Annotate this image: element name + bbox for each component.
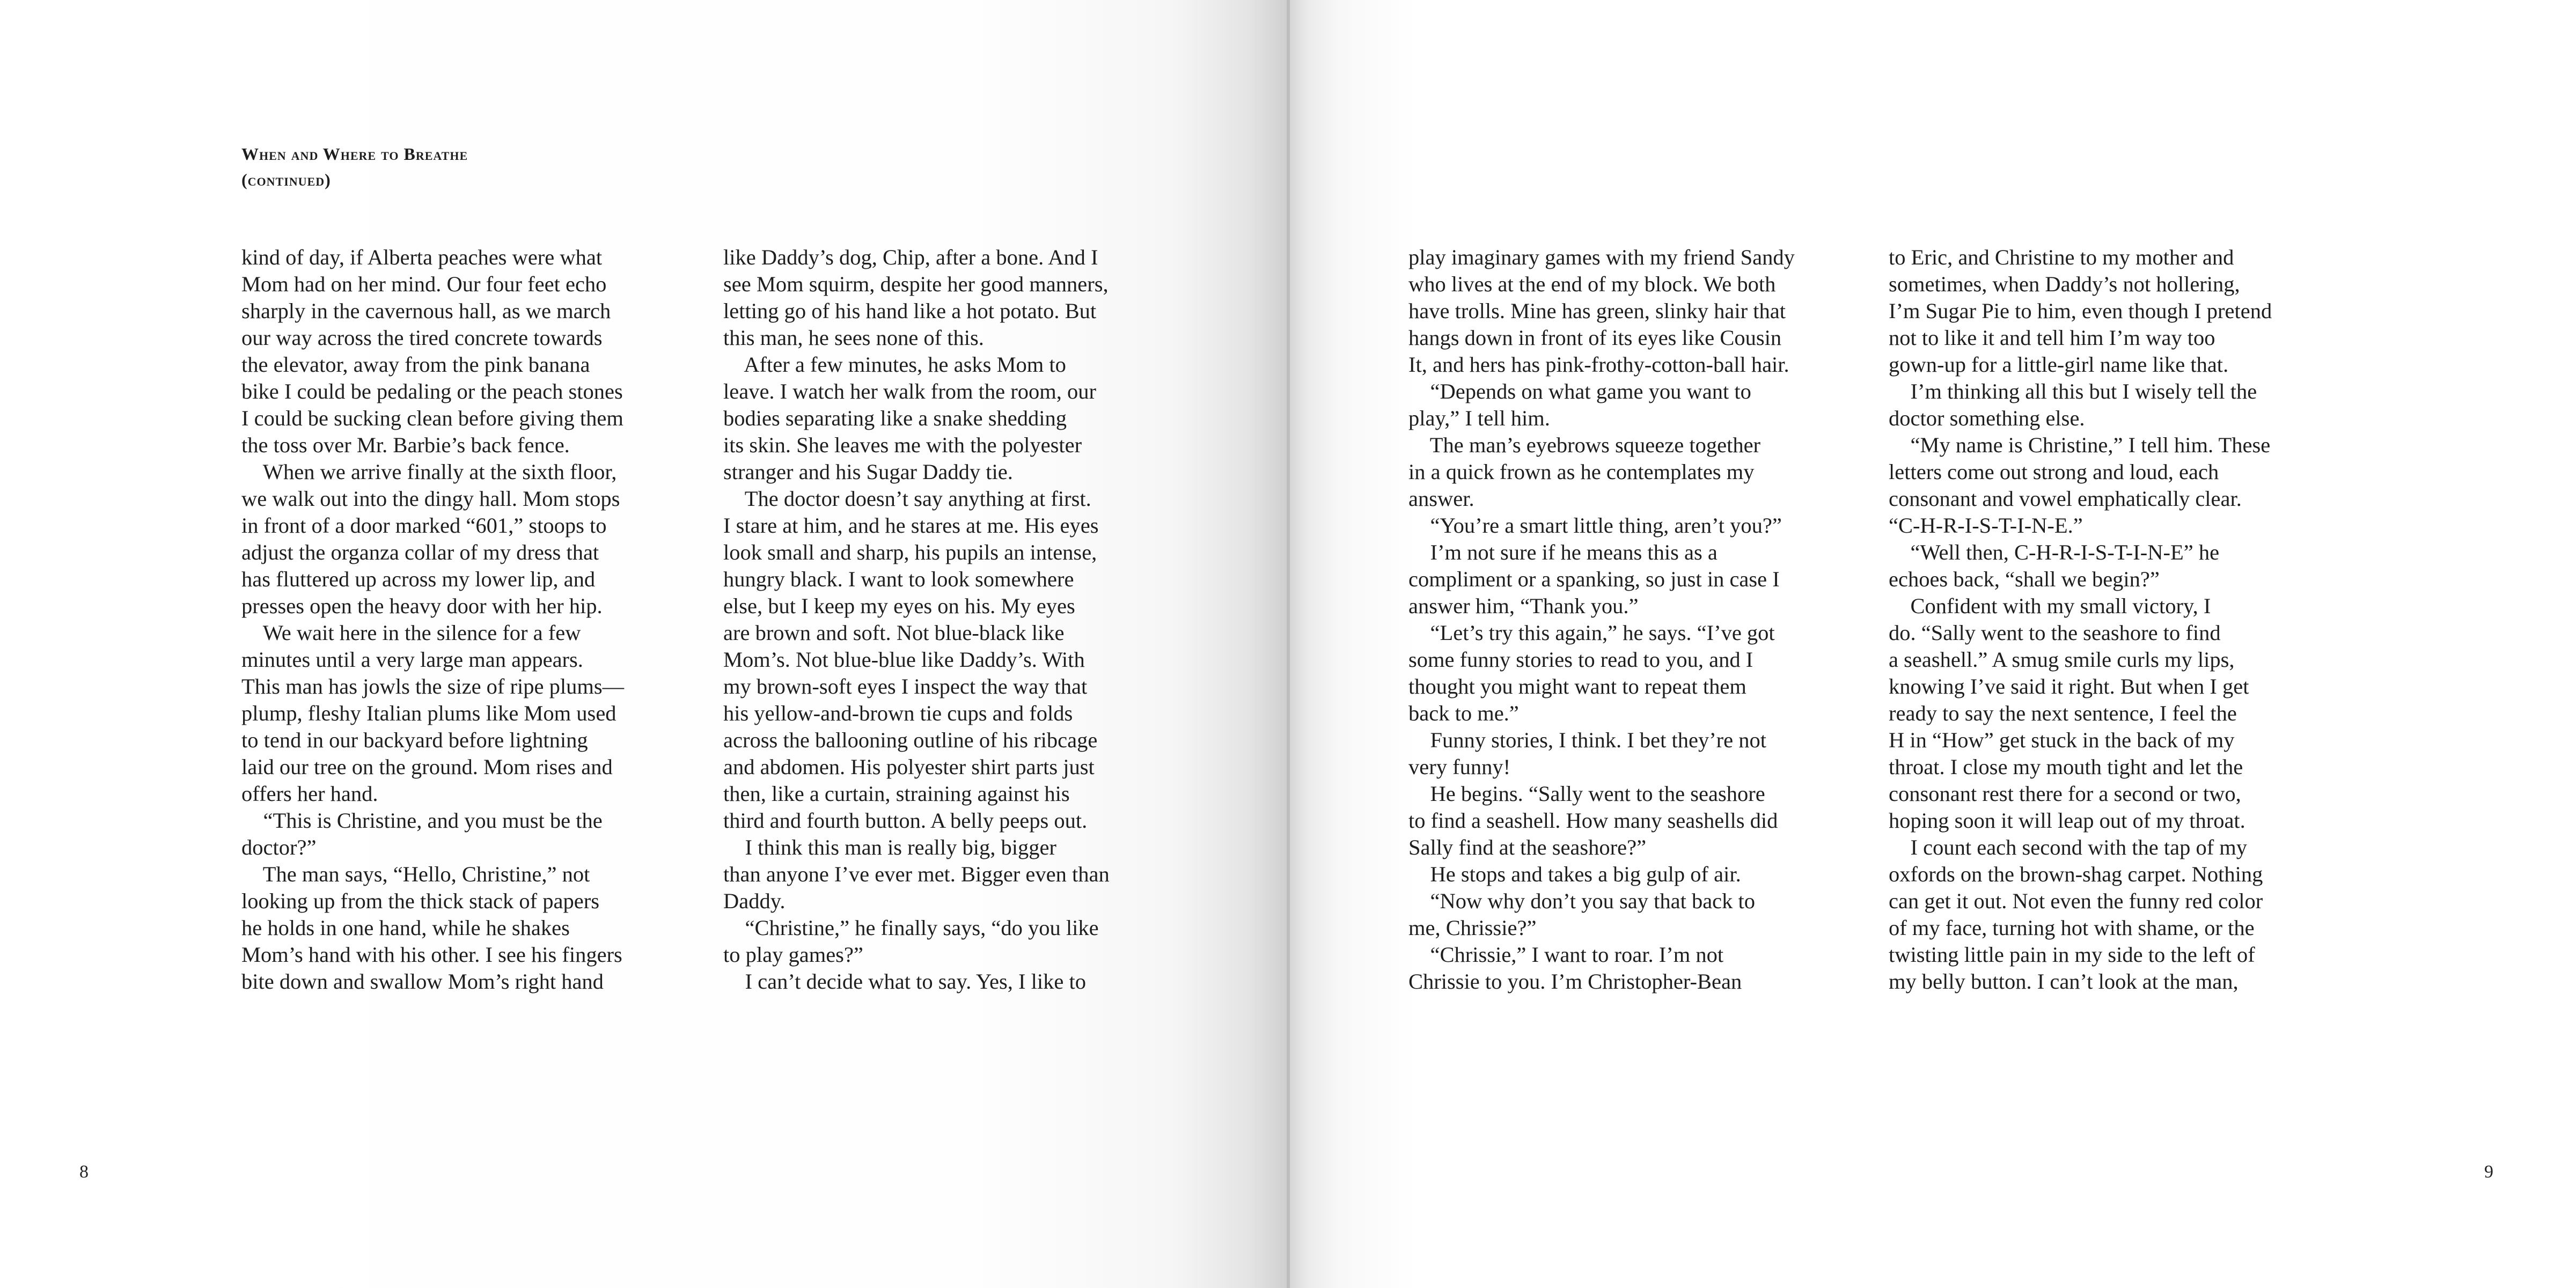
- text-line: We wait here in the silence for a few: [241, 621, 581, 645]
- text-line: play imaginary games with my friend Sandy: [1408, 245, 1795, 269]
- running-head-title: When and Where to Breathe: [241, 144, 468, 164]
- text-line: consonant and vowel emphatically clear.: [1889, 487, 2242, 511]
- text-line: “This is Christine, and you must be the: [241, 808, 603, 833]
- text-line: answer him, “Thank you.”: [1408, 594, 1639, 618]
- text-line: else, but I keep my eyes on his. My eyes: [723, 594, 1075, 618]
- text-line: in a quick frown as he contemplates my: [1408, 460, 1755, 484]
- text-line: look small and sharp, his pupils an intense,: [723, 540, 1097, 564]
- text-line: hoping soon it will leap out of my throat.: [1889, 808, 2245, 833]
- text-line: Chrissie to you. I’m Christopher-Bean: [1408, 969, 1742, 993]
- page-number-right: 9: [2484, 1162, 2493, 1182]
- text-line: me, Chrissie?”: [1408, 916, 1537, 940]
- right-page-column-1: [1408, 244, 1854, 995]
- text-line: his yellow-and-brown tie cups and folds: [723, 701, 1073, 725]
- text-line: I can’t decide what to say. Yes, I like to: [723, 969, 1086, 993]
- text-line: doctor something else.: [1889, 406, 2085, 430]
- text-line: hangs down in front of its eyes like Cousin: [1408, 326, 1782, 350]
- text-line: I think this man is really big, bigger: [723, 835, 1056, 859]
- text-line: Confident with my small victory, I: [1889, 594, 2211, 618]
- text-line: stranger and his Sugar Daddy tie.: [723, 460, 1013, 484]
- text-line: in front of a door marked “601,” stoops to: [241, 513, 607, 538]
- text-line: “C-H-R-I-S-T-I-N-E.”: [1889, 513, 2083, 538]
- text-line: he holds in one hand, while he shakes: [241, 916, 570, 940]
- text-line: bite down and swallow Mom’s right hand: [241, 969, 604, 993]
- text-line: answer.: [1408, 487, 1474, 511]
- text-line: It, and hers has pink-frothy-cotton-ball hair.: [1408, 352, 1789, 377]
- text-line: When we arrive finally at the sixth floor,: [241, 460, 617, 484]
- text-line: leave. I watch her walk from the room, our: [723, 379, 1096, 403]
- text-line: letting go of his hand like a hot potato. But: [723, 299, 1097, 323]
- text-line: “Well then, C-H-R-I-S-T-I-N-E” he: [1889, 540, 2220, 564]
- text-line: echoes back, “shall we begin?”: [1889, 567, 2160, 591]
- text-line: we walk out into the dingy hall. Mom stops: [241, 487, 620, 511]
- text-line: my brown-soft eyes I inspect the way that: [723, 674, 1088, 698]
- text-line: After a few minutes, he asks Mom to: [723, 352, 1066, 377]
- text-line: He stops and takes a big gulp of air.: [1408, 862, 1741, 886]
- text-line: play,” I tell him.: [1408, 406, 1550, 430]
- text-line: Mom had on her mind. Our four feet echo: [241, 272, 607, 296]
- text-line: ready to say the next sentence, I feel the: [1889, 701, 2237, 725]
- text-line: bike I could be pedaling or the peach stones: [241, 379, 623, 403]
- text-line: “Christine,” he finally says, “do you like: [723, 916, 1099, 940]
- left-page-column-2: [723, 244, 1169, 995]
- text-line: to play games?”: [723, 943, 863, 967]
- text-line: I stare at him, and he stares at me. His eyes: [723, 513, 1099, 538]
- right-page-column-2: [1889, 244, 2334, 995]
- text-line: I’m Sugar Pie to him, even though I pretend: [1889, 299, 2272, 323]
- text-line: the toss over Mr. Barbie’s back fence.: [241, 433, 570, 457]
- text-line: presses open the heavy door with her hip.: [241, 594, 603, 618]
- text-line: of my face, turning hot with shame, or the: [1889, 916, 2255, 940]
- text-line: sometimes, when Daddy’s not hollering,: [1889, 272, 2240, 296]
- text-line: I’m not sure if he means this as a: [1408, 540, 1718, 564]
- text-line: adjust the organza collar of my dress that: [241, 540, 599, 564]
- text-line: knowing I’ve said it right. But when I get: [1889, 674, 2249, 698]
- text-line: have trolls. Mine has green, slinky hair that: [1408, 299, 1786, 323]
- running-head: [241, 141, 724, 193]
- text-line: “My name is Christine,” I tell him. These: [1889, 433, 2271, 457]
- text-line: I could be sucking clean before giving them: [241, 406, 623, 430]
- text-line: than anyone I’ve ever met. Bigger even than: [723, 862, 1110, 886]
- text-line: our way across the tired concrete towards: [241, 326, 603, 350]
- text-line: twisting little pain in my side to the left of: [1889, 943, 2255, 967]
- text-line: offers her hand.: [241, 782, 378, 806]
- text-line: across the ballooning outline of his ribcage: [723, 728, 1098, 752]
- text-line: Mom’s. Not blue-blue like Daddy’s. With: [723, 647, 1085, 672]
- text-line: to tend in our backyard before lightning: [241, 728, 588, 752]
- text-line: “Chrissie,” I want to roar. I’m not: [1408, 943, 1724, 967]
- left-page-column-1: [241, 244, 687, 995]
- text-line: “Now why don’t you say that back to: [1408, 889, 1756, 913]
- text-line: kind of day, if Alberta peaches were what: [241, 245, 603, 269]
- text-line: Sally find at the seashore?”: [1408, 835, 1647, 859]
- text-line: plump, fleshy Italian plums like Mom used: [241, 701, 617, 725]
- text-line: throat. I close my mouth tight and let the: [1889, 755, 2243, 779]
- text-line: looking up from the thick stack of papers: [241, 889, 599, 913]
- text-line: Mom’s hand with his other. I see his fingers: [241, 943, 622, 967]
- text-line: doctor?”: [241, 835, 317, 859]
- book-gutter: [1287, 0, 1290, 1288]
- text-line: has fluttered up across my lower lip, and: [241, 567, 596, 591]
- text-line: thought you might want to repeat them: [1408, 674, 1746, 698]
- text-line: He begins. “Sally went to the seashore: [1408, 782, 1765, 806]
- text-line: the elevator, away from the pink banana: [241, 352, 590, 377]
- text-line: I count each second with the tap of my: [1889, 835, 2248, 859]
- text-line: to find a seashell. How many seashells did: [1408, 808, 1778, 833]
- text-line: I’m thinking all this but I wisely tell the: [1889, 379, 2257, 403]
- text-line: back to me.”: [1408, 701, 1519, 725]
- text-line: compliment or a spanking, so just in case I: [1408, 567, 1780, 591]
- text-line: “Depends on what game you want to: [1408, 379, 1751, 403]
- text-line: Daddy.: [723, 889, 786, 913]
- text-line: This man has jowls the size of ripe plums—: [241, 674, 625, 698]
- text-line: can get it out. Not even the funny red color: [1889, 889, 2263, 913]
- text-line: The doctor doesn’t say anything at first.: [723, 487, 1091, 511]
- text-line: “You’re a smart little thing, aren’t you?”: [1408, 513, 1782, 538]
- text-line: some funny stories to read to you, and I: [1408, 647, 1753, 672]
- text-line: and abdomen. His polyester shirt parts just: [723, 755, 1095, 779]
- text-line: a seashell.” A smug smile curls my lips,: [1889, 647, 2235, 672]
- text-line: consonant rest there for a second or two,: [1889, 782, 2241, 806]
- text-line: then, like a curtain, straining against his: [723, 782, 1070, 806]
- page-number-left: 8: [79, 1162, 89, 1182]
- text-line: third and fourth button. A belly peeps out.: [723, 808, 1088, 833]
- text-line: who lives at the end of my block. We both: [1408, 272, 1776, 296]
- text-line: very funny!: [1408, 755, 1511, 779]
- text-line: “Let’s try this again,” he says. “I’ve got: [1408, 621, 1775, 645]
- text-line: its skin. She leaves me with the polyester: [723, 433, 1082, 457]
- running-head-subtitle: (continued): [241, 170, 331, 189]
- text-line: The man says, “Hello, Christine,” not: [241, 862, 590, 886]
- text-line: gown-up for a little-girl name like that.: [1889, 352, 2229, 377]
- text-line: Funny stories, I think. I bet they’re not: [1408, 728, 1767, 752]
- text-line: laid our tree on the ground. Mom rises and: [241, 755, 613, 779]
- text-line: my belly button. I can’t look at the man,: [1889, 969, 2239, 993]
- text-line: hungry black. I want to look somewhere: [723, 567, 1074, 591]
- text-line: minutes until a very large man appears.: [241, 647, 583, 672]
- right-page: [1288, 0, 2576, 1288]
- text-line: sharply in the cavernous hall, as we march: [241, 299, 611, 323]
- text-line: bodies separating like a snake shedding: [723, 406, 1067, 430]
- text-line: are brown and soft. Not blue-black like: [723, 621, 1065, 645]
- text-line: like Daddy’s dog, Chip, after a bone. And I: [723, 245, 1098, 269]
- text-line: The man’s eyebrows squeeze together: [1408, 433, 1761, 457]
- text-line: do. “Sally went to the seashore to find: [1889, 621, 2221, 645]
- text-line: to Eric, and Christine to my mother and: [1889, 245, 2234, 269]
- text-line: letters come out strong and loud, each: [1889, 460, 2219, 484]
- text-line: oxfords on the brown-shag carpet. Nothing: [1889, 862, 2263, 886]
- text-line: this man, he sees none of this.: [723, 326, 984, 350]
- text-line: H in “How” get stuck in the back of my: [1889, 728, 2235, 752]
- text-line: see Mom squirm, despite her good manners,: [723, 272, 1109, 296]
- text-line: not to like it and tell him I’m way too: [1889, 326, 2215, 350]
